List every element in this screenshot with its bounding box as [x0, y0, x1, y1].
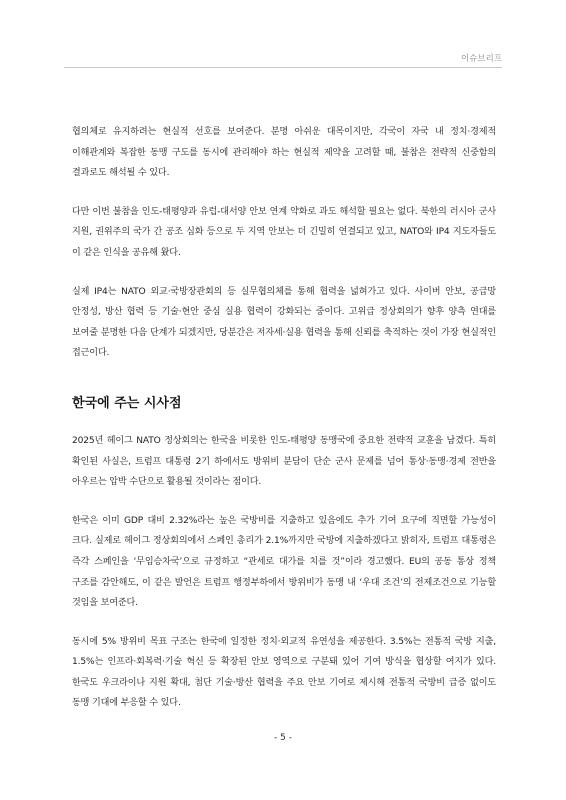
section-paragraph: 2025년 헤이그 NATO 정상회의는 한국을 비롯한 인도-태평양 동맹국에 중요한 전략적 교훈을 남겼다. 특히 확인된 사실은, 트럼프 대통령 2기 하에서도 방위비 분담이 단순 군사 문제를 넘어 통상·동맹·경제 전반을 아우르는 압박 수단으로 활용될 것이라는 점이다.: [72, 435, 496, 488]
page-number: - 5 -: [274, 733, 292, 743]
header-label: 이슈브리프: [460, 54, 502, 64]
header-divider: [64, 67, 502, 68]
section-paragraph: 동시에 5% 방위비 목표 구조는 한국에 일정한 정치·외교적 유연성을 제공한다. 3.5%는 전통적 국방 지출, 1.5%는 인프라·회복력·기술 혁신 등 확장된 안보 영역으로 구분돼 있어 기여 방식을 협상할 여지가 있다. 한국도 우크라이나 지원 확대, 첨단 기술·방산 협력을 주요 안보 기여로 제시해 전통적 국방비 급증 없이도 동맹 기대에 부응할 수 있다.: [72, 636, 496, 709]
body-paragraph: 실제 IP4는 NATO 외교·국방장관회의 등 실무협의체를 통해 협력을 넓혀가고 있다. 사이버 안보, 공급망 안정성, 방산 협력 등 기술·현안 중심 실용 협력이 강화되는 중이다. 고위급 정상회의가 향후 양측 연대를 보여줄 분명한 다음 단계가 되겠지만, 당분간은 저자세·실용 협력을 통해 신뢰를 축적하는 것이 가장 현실적인 접근이다.: [72, 286, 496, 359]
body-paragraph: 다만 이번 불참을 인도-태평양과 유럽-대서양 안보 연계 약화로 과도 해석할 필요는 없다. 북한의 러시아 군사 지원, 권위주의 국가 간 공조 심화 등으로 두 지역 안보는 더 긴밀히 연결되고 있고, NATO와 IP4 지도자들도 이 같은 인식을 공유해 왔다.: [72, 206, 496, 258]
page-content: [72, 122, 496, 732]
body-paragraph: 협의체로 유지하려는 현실적 선호를 보여준다. 분명 아쉬운 대목이지만, 각국이 자국 내 정치·경제적 이해관계와 복잡한 동맹 구도를 동시에 관리해야 하는 현실적 제약을 고려할 때, 불참은 전략적 신중함의 결과로도 해석될 수 있다.: [72, 127, 496, 179]
section-paragraph: 한국은 이미 GDP 대비 2.32%라는 높은 국방비를 지출하고 있음에도 추가 기여 요구에 직면할 가능성이 크다. 실제로 헤이그 정상회의에서 스페인 총리가 2.1%까지만 국방에 지출하겠다고 밝히자, 트럼프 대통령은 즉각 스페인을 ‘무임승차국’으로 규정하고 “관세로 대가를 치를 것”이라 경고했다. EU의 공동 통상 정책 구조를 감안해도, 이 같은 발언은 트럼프 행정부하에서 방위비가 동맹 내 ‘우대 조건’의 전제조건으로 기능할 것임을 보여준다.: [72, 515, 496, 609]
section-title: 한국에 주는 시사점: [72, 395, 182, 411]
